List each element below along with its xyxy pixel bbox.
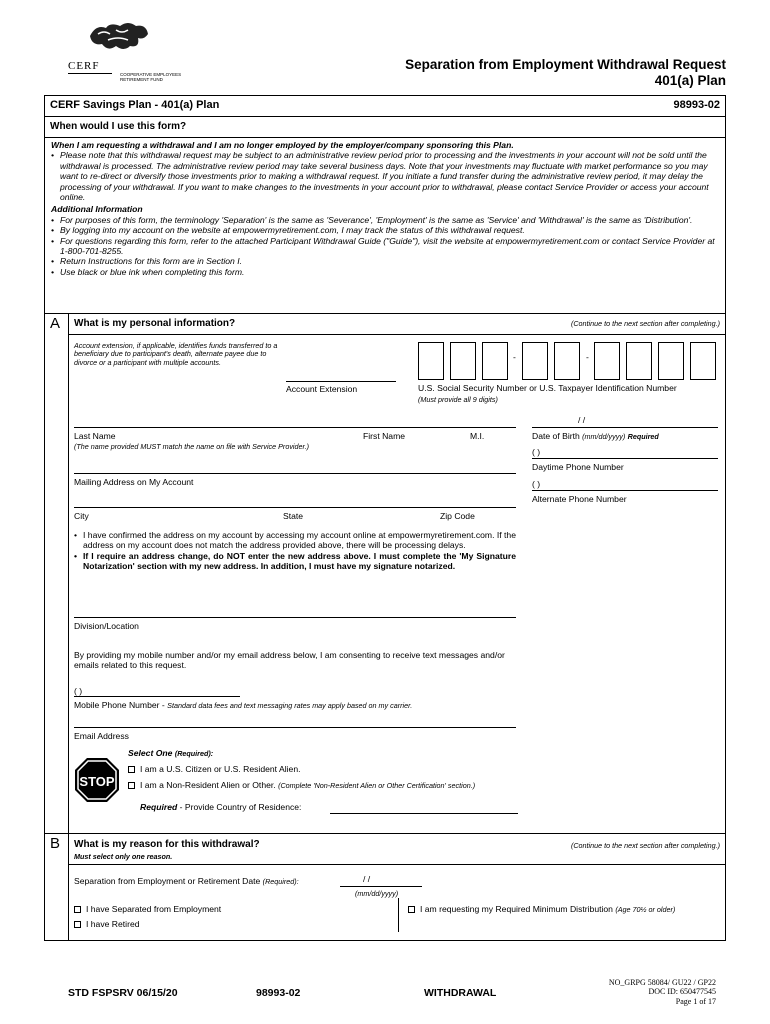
first-name-label: First Name (363, 431, 406, 441)
email-label: Email Address (74, 731, 129, 741)
logo-subtitle: COOPERATIVE EMPLOYEES RETIREMENT FUND (120, 72, 182, 82)
stop-sign-text: STOP (79, 774, 115, 789)
name-input[interactable] (74, 427, 516, 428)
account-ext-label: Account Extension (286, 384, 358, 394)
option-divider (398, 898, 399, 932)
section-a-margin-line (68, 313, 69, 833)
city-label: City (74, 511, 89, 521)
ssn-dash: - (513, 352, 516, 362)
section-b-heading: What is my reason for this withdrawal? (74, 839, 260, 850)
division-label: Division/Location (74, 621, 139, 631)
logo-emblem-icon (88, 20, 150, 54)
additional-bullet: • For purposes of this form, the terminology 'Separation' is the same as 'Severance', 'Employment' is the same as 'Service' and 'Withdrawal' is the same as 'Distribution'. (51, 215, 721, 225)
section-a-heading: What is my personal information? (74, 318, 236, 329)
separated-option[interactable] (74, 904, 221, 914)
city-state-zip-input[interactable] (74, 507, 516, 508)
select-one-label: Select One (128, 748, 173, 758)
dob-label-group (532, 431, 659, 441)
mi-label: M.I. (470, 431, 485, 441)
divider (68, 864, 726, 865)
checkbox[interactable] (128, 766, 135, 773)
sep-date-required: (Required): (262, 877, 299, 886)
dob-slashes: / / (578, 415, 586, 425)
footer-ref: NO_GRPG 58084/ GU22 / GP22 (608, 978, 716, 987)
checkbox[interactable] (128, 782, 135, 789)
mobile-phone-input[interactable] (74, 696, 240, 697)
dob-required: Required (627, 432, 659, 441)
nonresident-label: I am a Non-Resident Alien or Other. (140, 780, 276, 790)
ssn-digit-box[interactable] (418, 342, 444, 380)
citizen-option[interactable] (128, 764, 300, 774)
additional-info-heading: Additional Information (51, 204, 143, 215)
when-bullet: • Please note that this withdrawal request may be subject to an administrative review period prior to processing and the investments in your account will not be sold until the withdrawal is processed. The administrative review period may take several business days. Note that your investments may fluctuate with market performance so you may want to re-direct or diversify those investments prior to making a withdrawal request. If you initiate a fund transfer during the administrative review period, it may delay the processing of your withdrawal. If you want to make changes to the investments in your account prior to withdrawal, please contact Service Provider or access your account online. (51, 150, 721, 202)
email-input[interactable] (74, 727, 516, 728)
ssn-digit-box[interactable] (450, 342, 476, 380)
dob-input[interactable] (532, 427, 718, 428)
footer-code: STD FSPSRV 06/15/20 (68, 987, 178, 999)
mobile-label-group (74, 700, 412, 710)
divider (44, 137, 726, 138)
citizen-label: I am a U.S. Citizen or U.S. Resident Alien. (140, 764, 301, 774)
nonresident-note: (Complete 'Non-Resident Alien or Other Certification' section.) (278, 781, 476, 790)
footer-page: Page 1 of 17 (675, 996, 716, 1006)
footer-doc-info (609, 978, 716, 1006)
when-intro: When I am requesting a withdrawal and I am no longer employed by the employer/company sponsoring this Plan. (51, 140, 514, 150)
name-note: (The name provided MUST match the name on file with Service Provider.) (74, 442, 310, 451)
logo-name: CERF (68, 60, 100, 72)
ssn-dash: - (586, 352, 589, 362)
form-title-line2: 401(a) Plan (654, 73, 726, 88)
section-a-letter: A (50, 315, 61, 332)
additional-bullet: • For questions regarding this form, refer to the attached Participant Withdrawal Guide ("Guide"), visit the website at empowermyretirement.com or contact Service Provider at 1-800-701-8255. (51, 236, 721, 257)
ssn-digit-box[interactable] (594, 342, 620, 380)
mailing-address-label: Mailing Address on My Account (74, 477, 194, 487)
daytime-phone-paren: ( ) (532, 447, 541, 457)
mobile-phone-paren: ( ) (74, 686, 83, 696)
divider (44, 833, 726, 834)
additional-bullet: • Use black or blue ink when completing this form. (51, 267, 721, 277)
separated-label: I have Separated from Employment (86, 904, 222, 914)
country-input[interactable] (330, 813, 518, 814)
sep-date-label: Separation from Employment or Retirement Date (74, 876, 261, 886)
select-one-required: (Required): (174, 749, 214, 758)
daytime-phone-label: Daytime Phone Number (532, 462, 624, 472)
sep-date-group (74, 876, 299, 886)
section-a-continue-note: (Continue to the next section after completing.) (570, 319, 720, 328)
section-b-letter: B (50, 835, 61, 852)
ssn-note: (Must provide all 9 digits) (418, 395, 498, 404)
section-b-continue-note: (Continue to the next section after completing.) (570, 841, 720, 850)
checkbox[interactable] (74, 921, 81, 928)
stop-sign-icon (74, 757, 120, 803)
additional-bullet: • Return Instructions for this form are in Section I. (51, 256, 721, 266)
ssn-label: U.S. Social Security Number or U.S. Taxpayer Identification Number (418, 383, 677, 393)
dob-label: Date of Birth (532, 431, 580, 441)
consent-text: By providing my mobile number and/or my email address below, I am consenting to receive text messages and/or emails related to this request. (74, 650, 505, 671)
alt-phone-input[interactable] (532, 490, 718, 491)
when-heading: When would I use this form? (50, 121, 187, 132)
divider (44, 313, 726, 314)
mobile-phone-label: Mobile Phone Number - (74, 700, 165, 710)
additional-bullet: • By logging into my account on the website at empowermyretirement.com, I may track the status of this withdrawal request. (51, 225, 721, 235)
ssn-digit-box[interactable] (482, 342, 508, 380)
cerf-logo (66, 18, 186, 88)
rmd-label: I am requesting my Required Minimum Distribution (420, 904, 613, 914)
checkbox[interactable] (74, 906, 81, 913)
divider (44, 116, 726, 117)
address-confirm-bullet: • I have confirmed the address on my account by accessing my account online at empowermyretirement.com. If the address on my account does not match the address provided above, there will be processing delays. (74, 530, 516, 551)
select-one-group (128, 748, 213, 758)
mailing-address-input[interactable] (74, 473, 516, 474)
sep-date-input[interactable] (340, 886, 422, 887)
sep-date-slashes: / / (363, 874, 371, 884)
account-ext-input[interactable] (286, 381, 396, 382)
rmd-note: (Age 70½ or older) (615, 905, 676, 914)
dob-format: (mm/dd/yyyy) (582, 432, 626, 441)
nonresident-option[interactable] (128, 780, 518, 790)
address-confirm-list (74, 530, 516, 572)
footer-type: WITHDRAWAL (424, 987, 497, 999)
alt-phone-label: Alternate Phone Number (532, 494, 627, 504)
logo-underline (68, 73, 112, 74)
retired-label: I have Retired (86, 919, 140, 929)
footer-doc-id: DOC ID: 650477545 (648, 987, 716, 997)
state-label: State (283, 511, 304, 521)
ssn-digit-box[interactable] (690, 342, 716, 380)
zip-label: Zip Code (440, 511, 475, 521)
form-title (405, 57, 726, 89)
when-text-block (51, 140, 721, 277)
ssn-digit-box[interactable] (658, 342, 684, 380)
divider (68, 334, 726, 335)
plan-number: 98993-02 (673, 99, 720, 111)
last-name-label: Last Name (74, 431, 116, 441)
division-input[interactable] (74, 617, 516, 618)
mobile-phone-note: Standard data fees and text messaging rates may apply based on my carrier. (167, 701, 413, 710)
address-change-bullet: • If I require an address change, do NOT enter the new address above. I must complete the 'My Signature Notarization' section with my new address. In addition, I must have my signature notarized. (74, 551, 516, 572)
plan-name: CERF Savings Plan - 401(a) Plan (50, 99, 220, 111)
section-b-margin-line (68, 833, 69, 941)
country-required: Required (140, 802, 178, 812)
ssn-digit-box[interactable] (626, 342, 652, 380)
daytime-phone-input[interactable] (532, 458, 718, 459)
sep-date-format: (mm/dd/yyyy) (355, 889, 399, 898)
account-ext-note: Account extension, if applicable, identifies funds transferred to a beneficiary due to participant's death, alternate payee due to divorce or a participant with multiple accounts. (74, 341, 278, 367)
ssn-digit-box[interactable] (554, 342, 580, 380)
retired-option[interactable] (74, 919, 140, 929)
ssn-digit-box[interactable] (522, 342, 548, 380)
checkbox[interactable] (408, 906, 415, 913)
country-group (140, 802, 301, 812)
alt-phone-paren: ( ) (532, 479, 541, 489)
country-label: - Provide Country of Residence: (179, 802, 302, 812)
form-title-line1: Separation from Employment Withdrawal Request (405, 57, 726, 72)
section-b-must-select: Must select only one reason. (74, 852, 173, 861)
rmd-option[interactable] (408, 904, 675, 914)
footer-number: 98993-02 (256, 987, 301, 999)
